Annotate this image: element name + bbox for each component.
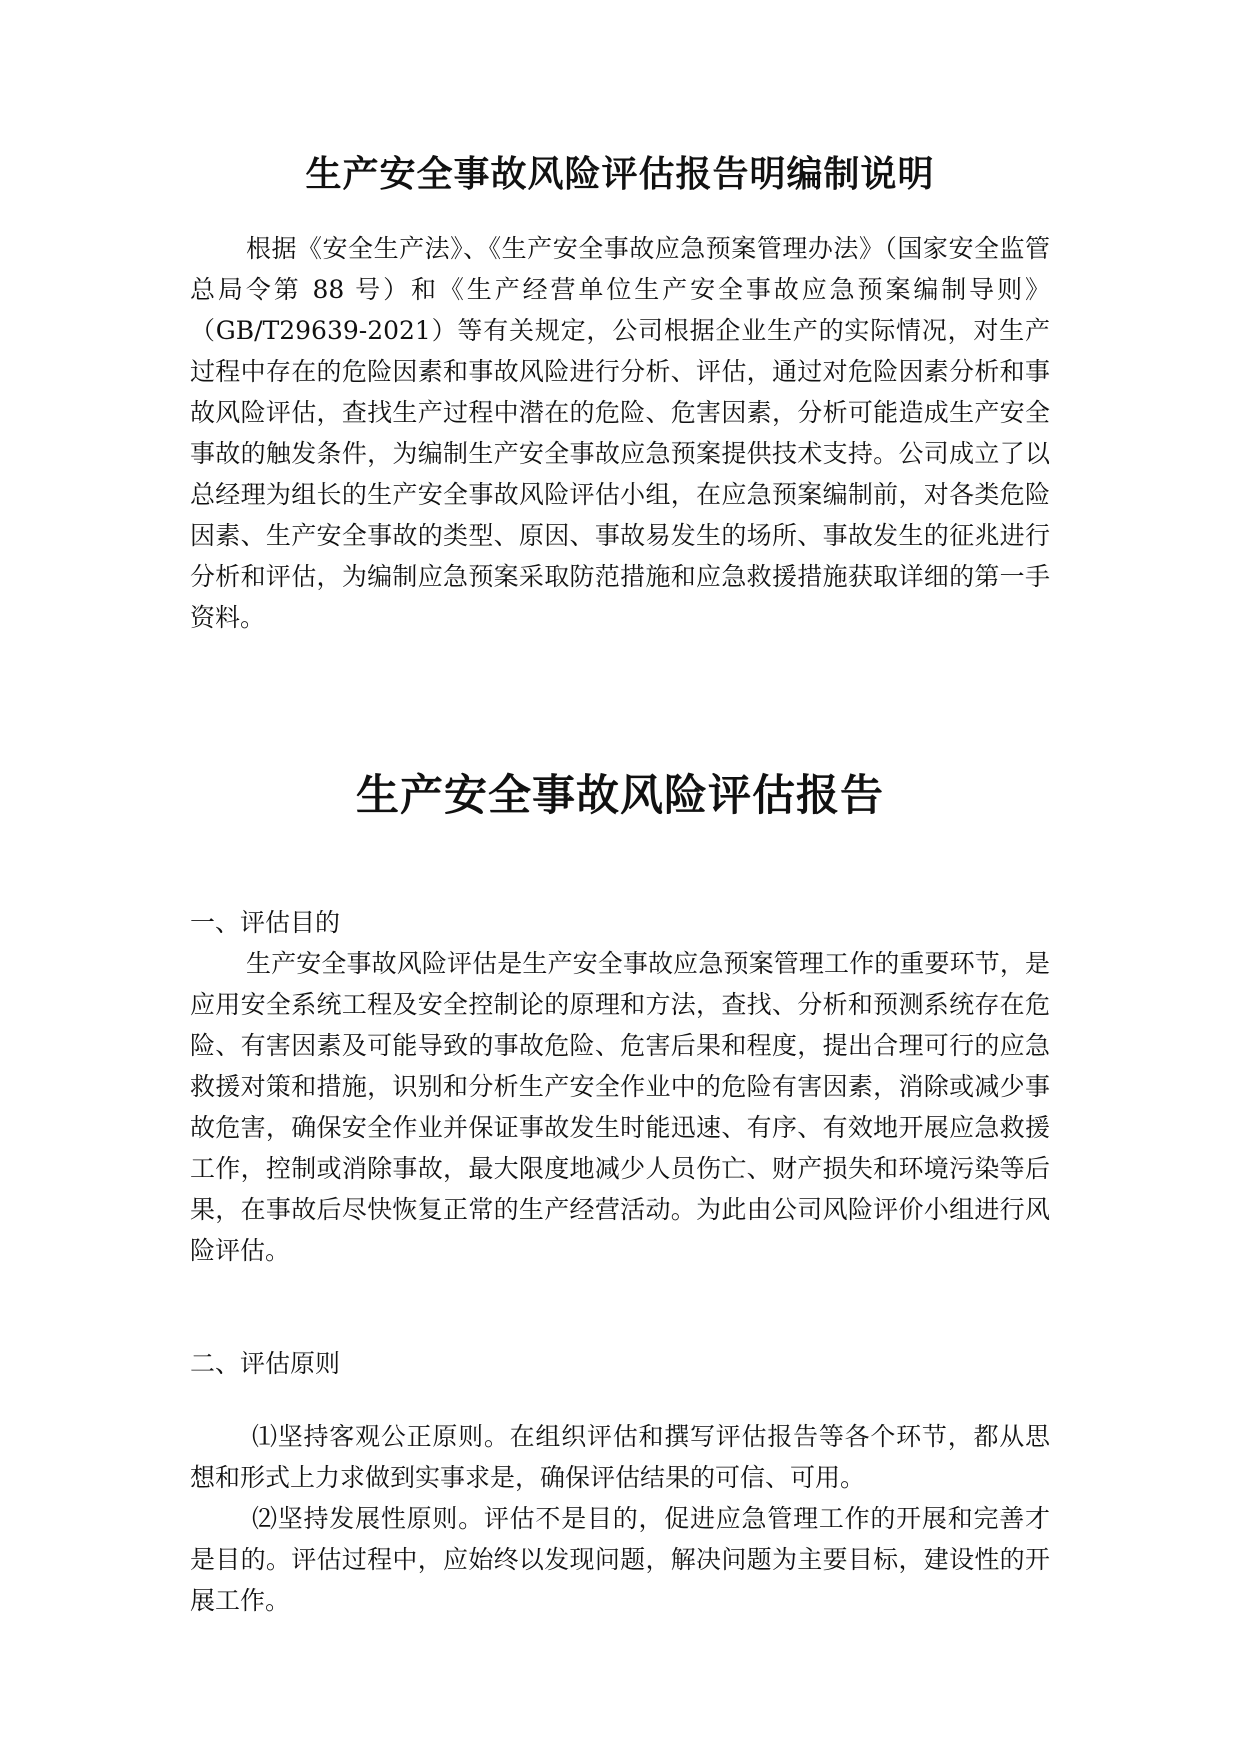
report-title: 生产安全事故风险评估报告 bbox=[356, 771, 884, 821]
intro-paragraph: 根据《安全生产法》、《生产安全事故应急预案管理办法》（国家安全监管总局令第 88 号）和《生产经营单位生产安全事故应急预案编制导则》（GB/T29639-2021）等有关规定，公司根据企业生产的实际情况，对生产过程中存在的危险因素和事故风险进行分析、评估，通过对危险因素分析和事故风险评估，查找生产过程中潜在的危险、危害因素，分析可能造成生产安全事故的触发条件，为编制生产安全事故应急预案提供技术支持。公司成立了以总经理为组长的生产安全事故风险评估小组，在应急预案编制前，对各类危险因素、生产安全事故的类型、原因、事故易发生的场所、事故发生的征兆进行分析和评估，为编制应急预案采取防范措施和应急救援措施获取详细的第一手资料。 bbox=[190, 234, 1050, 632]
section-heading-purpose: 一、评估目的 bbox=[190, 908, 341, 937]
principle-item-developmental: ⑵坚持发展性原则。评估不是目的，促进应急管理工作的开展和完善才是目的。评估过程中，应始终以发现问题，解决问题为主要目标，建设性的开展工作。 bbox=[190, 1504, 1050, 1615]
document-title: 生产安全事故风险评估报告明编制说明 bbox=[305, 153, 935, 195]
purpose-paragraph: 生产安全事故风险评估是生产安全事故应急预案管理工作的重要环节，是应用安全系统工程及安全控制论的原理和方法，查找、分析和预测系统存在危险、有害因素及可能导致的事故危险、危害后果和程度，提出合理可行的应急救援对策和措施，识别和分析生产安全作业中的危险有害因素，消除或减少事故危害，确保安全作业并保证事故发生时能迅速、有序、有效地开展应急救援工作，控制或消除事故，最大限度地减少人员伤亡、财产损失和环境污染等后果，在事故后尽快恢复正常的生产经营活动。为此由公司风险评价小组进行风险评估。 bbox=[190, 949, 1050, 1265]
section-heading-principles: 二、评估原则 bbox=[190, 1349, 341, 1378]
principle-item-objective: ⑴坚持客观公正原则。在组织评估和撰写评估报告等各个环节，都从思想和形式上力求做到实事求是，确保评估结果的可信、可用。 bbox=[190, 1422, 1050, 1492]
